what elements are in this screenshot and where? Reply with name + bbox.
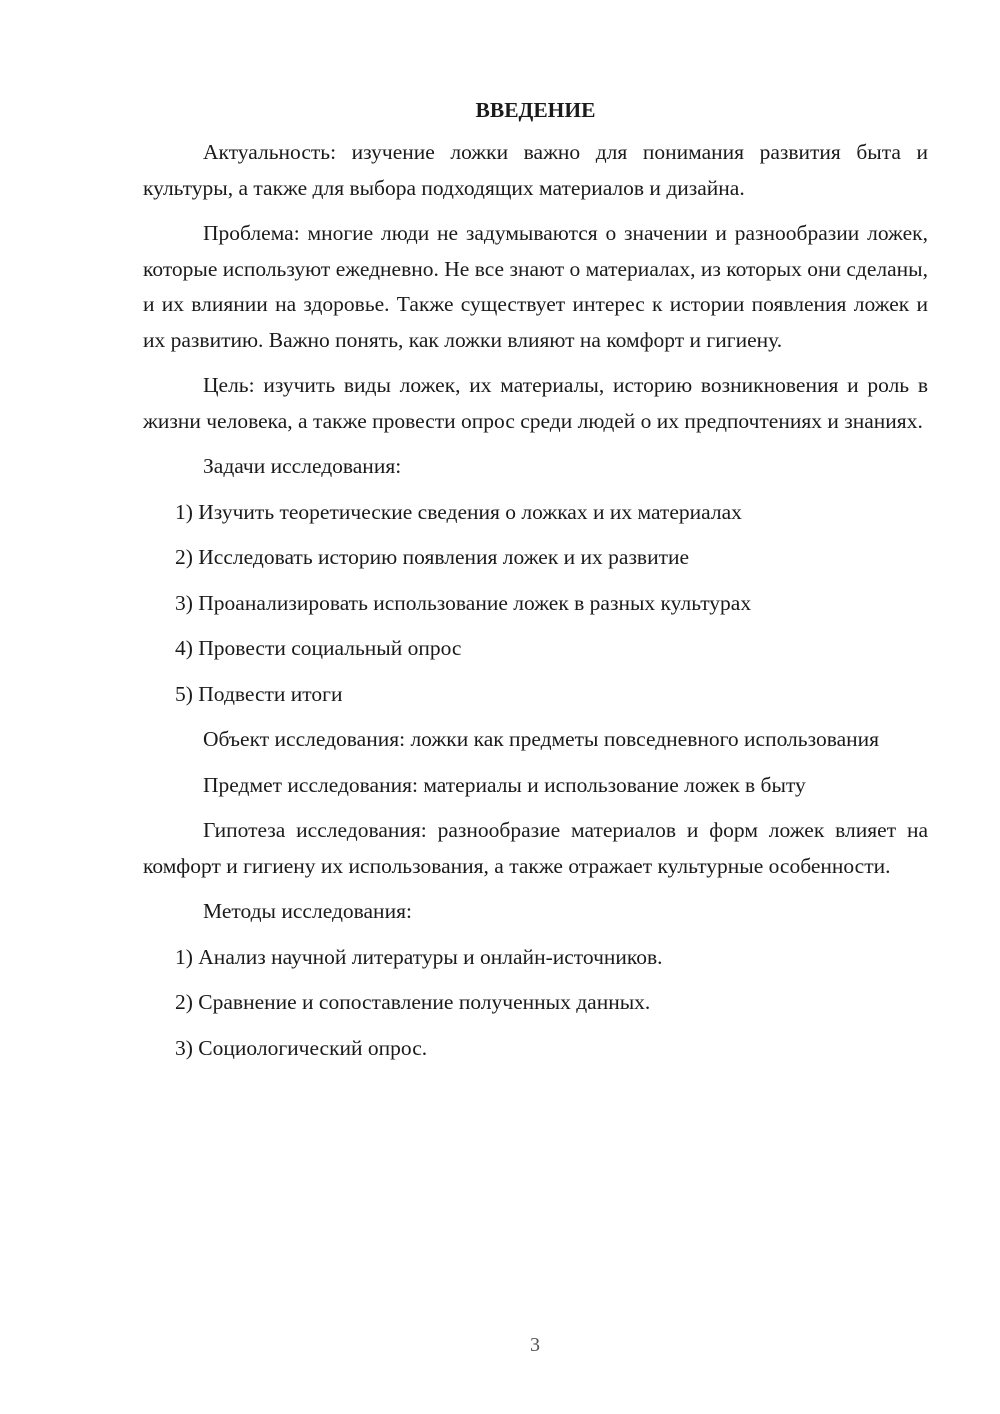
method-item: 2) Сравнение и сопоставление полученных данных. [175, 990, 651, 1014]
subject-paragraph: Предмет исследования: материалы и использование ложек в быту [203, 772, 806, 797]
task-item: 5) Подвести итоги [175, 681, 343, 706]
object-paragraph: Объект исследования: ложки как предметы повседневного использования [203, 727, 880, 751]
tasks-list [143, 495, 928, 713]
task-item: 2) Исследовать историю появления ложек и их развитие [175, 545, 690, 569]
task-item: 4) Провести социальный опрос [175, 636, 462, 660]
page-title: ВВЕДЕНИЕ [475, 98, 596, 122]
page-number: 3 [530, 1334, 540, 1356]
methods-heading: Методы исследования: [203, 899, 412, 923]
task-item: 3) Проанализировать использование ложек в разных культурах [175, 590, 752, 615]
method-item: 1) Анализ научной литературы и онлайн-источников. [175, 944, 663, 969]
method-item: 3) Социологический опрос. [175, 1035, 428, 1060]
tasks-heading: Задачи исследования: [203, 454, 402, 478]
task-item: 1) Изучить теоретические сведения о ложках и их материалах [175, 499, 742, 524]
document-body [143, 95, 928, 1076]
methods-list [143, 940, 928, 1067]
relevance-paragraph: Актуальность: изучение ложки важно для понимания развития быта и культуры, а также для выбора подходящих материалов и дизайна. [143, 140, 928, 200]
problem-paragraph: Проблема: многие люди не задумываются о значении и разнообразии ложек, которые используют ежедневно. Не все знают о материалах, из которых они сделаны, и их влиянии на здоровье. Также существует интерес к истории появления ложек и их развитию. Важно понять, как ложки влияют на комфорт и гигиену. [143, 221, 928, 352]
hypothesis-paragraph: Гипотеза исследования: разнообразие материалов и форм ложек влияет на комфорт и гигиену их использования, а также отражает культурные особенности. [143, 818, 928, 878]
goal-paragraph: Цель: изучить виды ложек, их материалы, историю возникновения и роль в жизни человека, а также провести опрос среди людей о их предпочтениях и знаниях. [143, 373, 928, 433]
